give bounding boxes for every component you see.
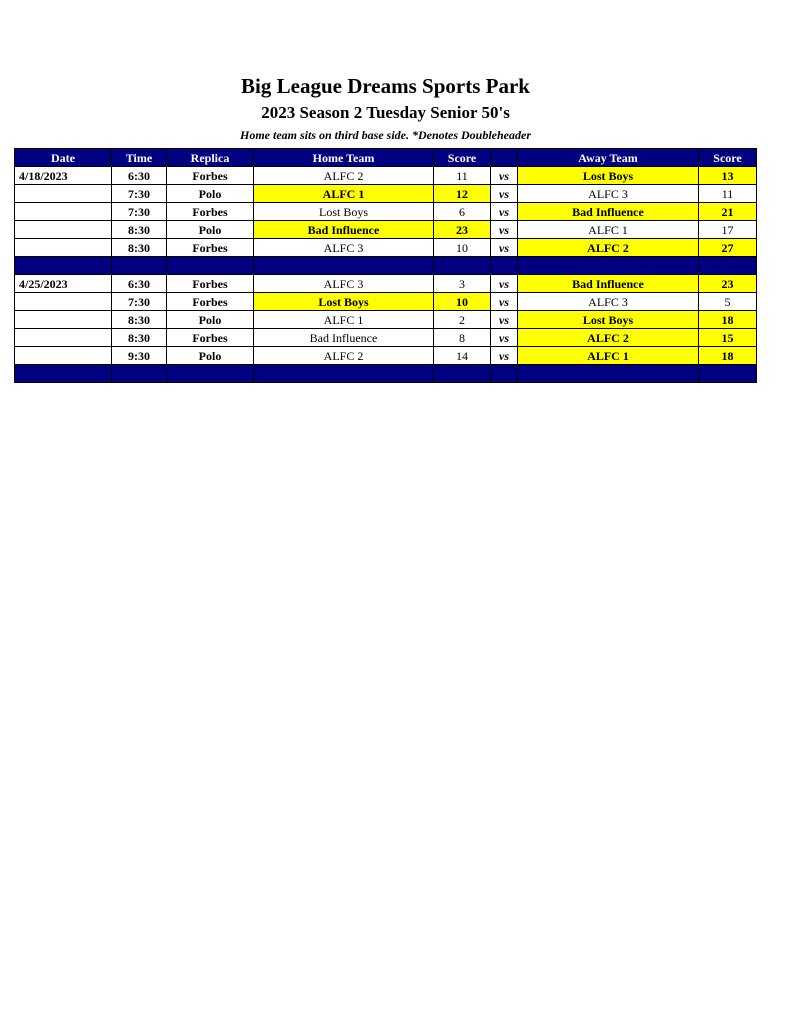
date-cell — [15, 329, 112, 347]
game-row — [15, 203, 757, 221]
game-row — [15, 275, 757, 293]
vs-cell: vs — [491, 275, 518, 293]
game-row — [15, 239, 757, 257]
page-subtitle: 2023 Season 2 Tuesday Senior 50's — [261, 103, 510, 122]
column-header: Replica — [167, 149, 254, 167]
home-score-cell: 6 — [434, 203, 491, 221]
home-score-cell: 11 — [434, 167, 491, 185]
home-team-cell: Bad Influence — [254, 329, 434, 347]
field-cell: Forbes — [167, 239, 254, 257]
away-team-cell: ALFC 1 — [518, 347, 699, 365]
home-score-cell: 8 — [434, 329, 491, 347]
field-cell: Forbes — [167, 167, 254, 185]
separator-cell — [491, 365, 518, 383]
header-row — [15, 149, 757, 167]
home-team-cell: ALFC 2 — [254, 347, 434, 365]
field-cell: Forbes — [167, 203, 254, 221]
away-team-cell: ALFC 1 — [518, 221, 699, 239]
away-score-cell: 21 — [699, 203, 757, 221]
away-score-cell: 13 — [699, 167, 757, 185]
home-team-cell: ALFC 1 — [254, 311, 434, 329]
date-cell — [15, 293, 112, 311]
home-score-cell: 3 — [434, 275, 491, 293]
vs-cell: vs — [491, 203, 518, 221]
column-header: Away Team — [518, 149, 699, 167]
separator-cell — [254, 257, 434, 275]
field-cell: Polo — [167, 311, 254, 329]
time-cell: 7:30 — [112, 185, 167, 203]
game-row — [15, 347, 757, 365]
page-note: Home team sits on third base side. *Denotes Doubleheader — [240, 128, 531, 142]
away-score-cell: 27 — [699, 239, 757, 257]
week-separator-row — [15, 257, 757, 275]
separator-cell — [15, 365, 112, 383]
field-cell: Polo — [167, 185, 254, 203]
away-score-cell: 17 — [699, 221, 757, 239]
separator-cell — [491, 257, 518, 275]
vs-cell: vs — [491, 185, 518, 203]
away-score-cell: 11 — [699, 185, 757, 203]
page-title: Big League Dreams Sports Park — [241, 74, 530, 98]
schedule-table — [14, 148, 757, 383]
home-score-cell: 2 — [434, 311, 491, 329]
home-score-cell: 23 — [434, 221, 491, 239]
away-team-cell: ALFC 3 — [518, 185, 699, 203]
time-cell: 8:30 — [112, 239, 167, 257]
separator-cell — [434, 257, 491, 275]
separator-cell — [699, 257, 757, 275]
home-team-cell: ALFC 1 — [254, 185, 434, 203]
game-row — [15, 185, 757, 203]
column-header — [491, 149, 518, 167]
home-team-cell: ALFC 2 — [254, 167, 434, 185]
away-team-cell: ALFC 3 — [518, 293, 699, 311]
time-cell: 7:30 — [112, 293, 167, 311]
separator-cell — [15, 257, 112, 275]
date-cell: 4/18/2023 — [15, 167, 112, 185]
separator-cell — [518, 365, 699, 383]
away-team-cell: Bad Influence — [518, 203, 699, 221]
column-header: Home Team — [254, 149, 434, 167]
field-cell: Polo — [167, 347, 254, 365]
time-cell: 8:30 — [112, 221, 167, 239]
home-team-cell: Bad Influence — [254, 221, 434, 239]
date-cell — [15, 221, 112, 239]
game-row — [15, 221, 757, 239]
game-row — [15, 329, 757, 347]
date-cell — [15, 239, 112, 257]
field-cell: Forbes — [167, 329, 254, 347]
home-score-cell: 10 — [434, 239, 491, 257]
away-team-cell: ALFC 2 — [518, 239, 699, 257]
away-team-cell: ALFC 2 — [518, 329, 699, 347]
separator-cell — [112, 257, 167, 275]
column-header: Time — [112, 149, 167, 167]
home-score-cell: 14 — [434, 347, 491, 365]
field-cell: Forbes — [167, 275, 254, 293]
field-cell: Polo — [167, 221, 254, 239]
week-separator-row — [15, 365, 757, 383]
column-header: Score — [699, 149, 757, 167]
home-score-cell: 10 — [434, 293, 491, 311]
separator-cell — [254, 365, 434, 383]
date-cell — [15, 311, 112, 329]
separator-cell — [434, 365, 491, 383]
away-score-cell: 15 — [699, 329, 757, 347]
separator-cell — [699, 365, 757, 383]
date-cell — [15, 185, 112, 203]
separator-cell — [167, 365, 254, 383]
column-header: Date — [15, 149, 112, 167]
vs-cell: vs — [491, 293, 518, 311]
vs-cell: vs — [491, 167, 518, 185]
column-header: Score — [434, 149, 491, 167]
field-cell: Forbes — [167, 293, 254, 311]
home-team-cell: Lost Boys — [254, 203, 434, 221]
away-score-cell: 18 — [699, 347, 757, 365]
game-row — [15, 311, 757, 329]
away-team-cell: Lost Boys — [518, 167, 699, 185]
vs-cell: vs — [491, 311, 518, 329]
game-row — [15, 167, 757, 185]
separator-cell — [167, 257, 254, 275]
time-cell: 9:30 — [112, 347, 167, 365]
home-team-cell: ALFC 3 — [254, 275, 434, 293]
date-cell: 4/25/2023 — [15, 275, 112, 293]
away-team-cell: Bad Influence — [518, 275, 699, 293]
time-cell: 8:30 — [112, 311, 167, 329]
separator-cell — [518, 257, 699, 275]
time-cell: 8:30 — [112, 329, 167, 347]
home-team-cell: Lost Boys — [254, 293, 434, 311]
vs-cell: vs — [491, 329, 518, 347]
date-cell — [15, 203, 112, 221]
time-cell: 7:30 — [112, 203, 167, 221]
separator-cell — [112, 365, 167, 383]
away-score-cell: 23 — [699, 275, 757, 293]
away-score-cell: 5 — [699, 293, 757, 311]
away-score-cell: 18 — [699, 311, 757, 329]
vs-cell: vs — [491, 347, 518, 365]
time-cell: 6:30 — [112, 275, 167, 293]
away-team-cell: Lost Boys — [518, 311, 699, 329]
home-score-cell: 12 — [434, 185, 491, 203]
vs-cell: vs — [491, 221, 518, 239]
game-row — [15, 293, 757, 311]
date-cell — [15, 347, 112, 365]
time-cell: 6:30 — [112, 167, 167, 185]
home-team-cell: ALFC 3 — [254, 239, 434, 257]
vs-cell: vs — [491, 239, 518, 257]
